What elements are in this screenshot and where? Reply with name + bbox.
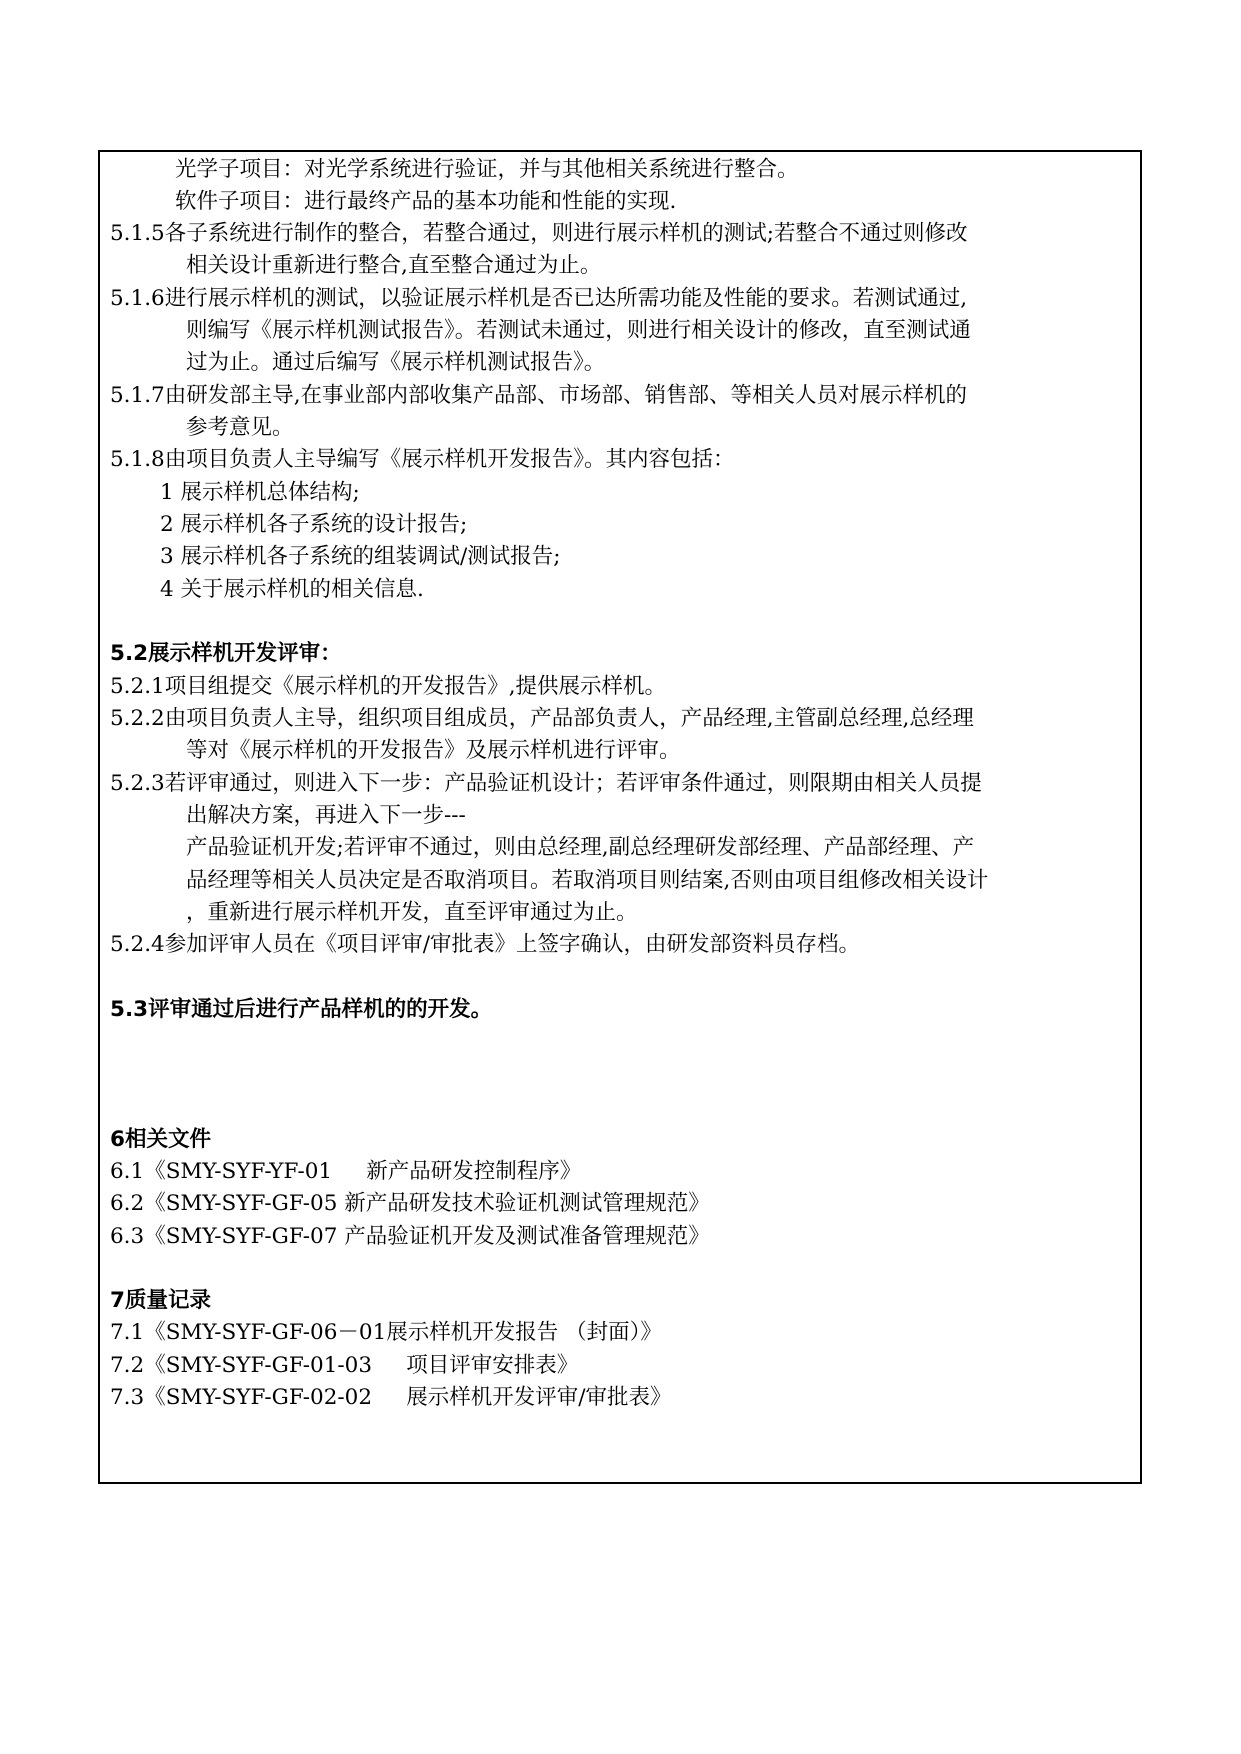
record-item: 7.2《SMY-SYF-GF-01-03 项目评审安排表》 (110, 1353, 579, 1378)
record-item: 7.3《SMY-SYF-GF-02-02 展示样机开发评审/审批表》 (110, 1385, 672, 1410)
section-heading: 5.2展示样机开发评审： (110, 641, 342, 666)
list-item: 4 关于展示样机的相关信息. (160, 577, 424, 602)
text-line: 相关设计重新进行整合,直至整合通过为止。 (186, 253, 602, 278)
section-heading: 7质量记录 (110, 1288, 211, 1313)
text-line: 5.2.2由项目负责人主导，组织项目组成员，产品部负责人，产品经理,主管副总经理,总经理 (110, 706, 974, 731)
text-line: 5.2.1项目组提交《展示样机的开发报告》,提供展示样机。 (110, 674, 667, 699)
list-item: 3 展示样机各子系统的组装调试/测试报告; (160, 544, 561, 569)
record-item: 7.1《SMY-SYF-GF-06－01展示样机开发报告 （封面）》 (110, 1320, 662, 1345)
reference-item: 6.3《SMY-SYF-GF-07 产品验证机开发及测试准备管理规范》 (110, 1224, 710, 1249)
section-heading: 5.3评审通过后进行产品样机的的开发。 (110, 997, 493, 1022)
text-line: 过为止。通过后编写《展示样机测试报告》。 (186, 350, 606, 375)
text-line: 5.2.3若评审通过，则进入下一步：产品验证机设计；若评审条件通过，则限期由相关人员提 (110, 771, 982, 796)
text-line: 参考意见。 (186, 415, 294, 440)
text-line: 软件子项目：进行最终产品的基本功能和性能的实现. (175, 189, 677, 214)
reference-item: 6.2《SMY-SYF-GF-05 新产品研发技术验证机测试管理规范》 (110, 1191, 710, 1216)
text-line: 出解决方案，再进入下一步--- (186, 803, 466, 828)
list-item: 2 展示样机各子系统的设计报告; (160, 512, 468, 537)
text-line: ，重新进行展示样机开发，直至评审通过为止。 (186, 900, 638, 925)
text-line: 5.1.6进行展示样机的测试，以验证展示样机是否已达所需功能及性能的要求。若测试通过, (110, 286, 968, 311)
text-line: 光学子项目：对光学系统进行验证，并与其他相关系统进行整合。 (175, 157, 799, 182)
list-item: 1 展示样机总体结构; (160, 480, 360, 505)
section-heading: 6相关文件 (110, 1127, 211, 1152)
text-line: 则编写《展示样机测试报告》。若测试未通过，则进行相关设计的修改，直至测试通 (186, 318, 971, 343)
text-line: 等对《展示样机的开发报告》及展示样机进行评审。 (186, 738, 681, 763)
text-line: 品经理等相关人员决定是否取消项目。若取消项目则结案,否则由项目组修改相关设计 (186, 868, 989, 893)
text-line: 5.1.7由研发部主导,在事业部内部收集产品部、市场部、销售部、等相关人员对展示样机的 (110, 383, 968, 408)
text-line: 5.1.5各子系统进行制作的整合，若整合通过，则进行展示样机的测试;若整合不通过则修改 (110, 221, 968, 246)
text-line: 5.2.4参加评审人员在《项目评审/审批表》上签字确认，由研发部资料员存档。 (110, 932, 860, 957)
text-line: 5.1.8由项目负责人主导编写《展示样机开发报告》。其内容包括： (110, 447, 735, 472)
text-line: 产品验证机开发;若评审不通过，则由总经理,副总经理研发部经理、产品部经理、产 (186, 835, 975, 860)
reference-item: 6.1《SMY-SYF-YF-01 新产品研发控制程序》 (110, 1159, 582, 1184)
